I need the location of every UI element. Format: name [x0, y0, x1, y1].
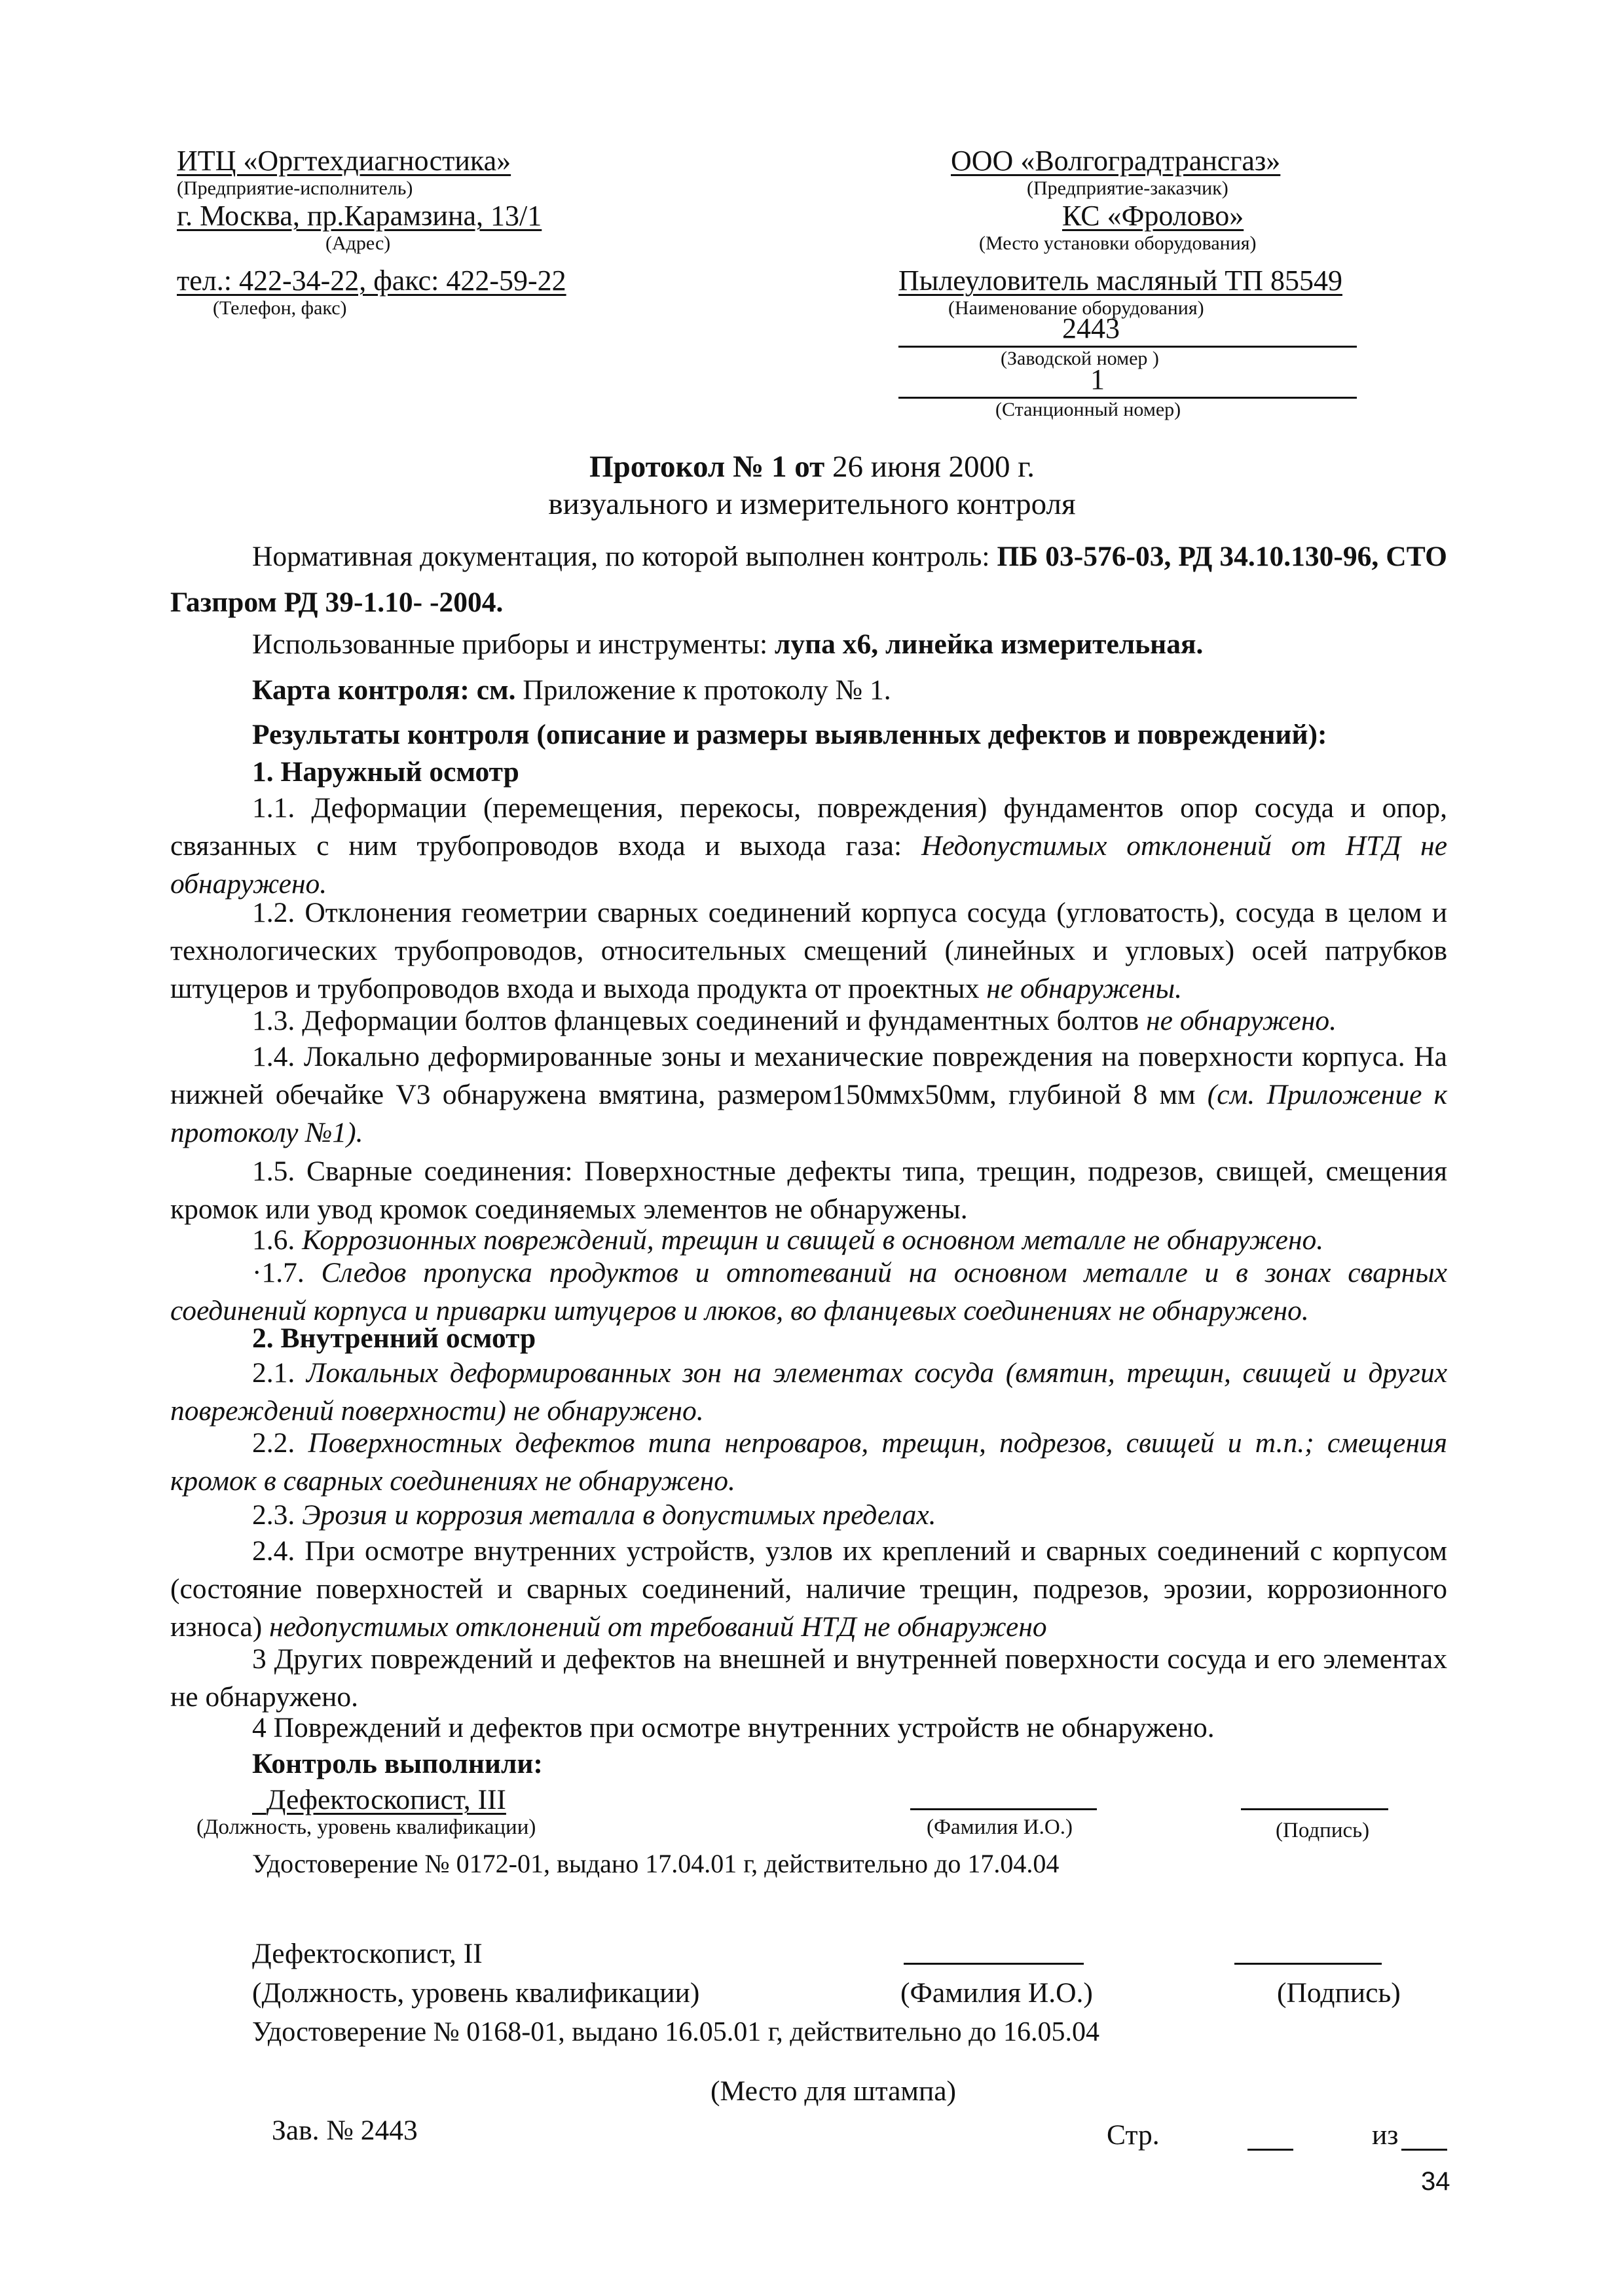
equipment-name: Пылеуловитель масляный ТП 85549 — [898, 264, 1342, 297]
para-1-5: 1.5. Сварные соединения: Поверхностные дефекты типа, трещин, подрезов, свищей, смещения кромок или увод кромок соединяемых элементов не обнаружены. — [170, 1156, 1447, 1225]
address-caption: (Адрес) — [325, 232, 391, 254]
results-heading: Результаты контроля (описание и размеры выявленных дефектов и повреждений): — [252, 719, 1327, 750]
para-2-4-finding: недопустимых отклонений от требований НТД не обнаружено — [269, 1611, 1047, 1643]
serial-number: 2443 — [1062, 312, 1120, 344]
contractor-caption: (Предприятие-исполнитель) — [177, 177, 413, 199]
tools-value: лупа х6, линейка измерительная. — [774, 629, 1204, 660]
contractor-phone: тел.: 422-34-22, факс: 422-59-22 — [177, 264, 566, 297]
para-2-3-number: 2.3. — [252, 1499, 303, 1531]
signatures-heading: Контроль выполнили: — [252, 1748, 543, 1779]
para-1-4 — [170, 1038, 1447, 1152]
signer2-name-line — [904, 1963, 1084, 1965]
contractor-name: ИТЦ «Оргтехдиагностика» — [177, 145, 511, 177]
norm-docs — [170, 534, 1447, 625]
site-caption: (Место установки оборудования) — [979, 232, 1257, 254]
tools-used — [170, 625, 1447, 663]
protocol-title — [0, 448, 1624, 485]
para-1-6-finding: Коррозионных повреждений, трещин и свищей в основном металле не обнаружено. — [302, 1224, 1324, 1256]
para-1-3-finding: не обнаружено. — [1146, 1005, 1337, 1036]
customer-caption: (Предприятие-заказчик) — [1027, 177, 1228, 199]
signer2-position-caption: (Должность, уровень квалификации) — [252, 1977, 700, 2009]
signer1-name-line — [910, 1808, 1097, 1810]
norm-docs-value: ПБ 03-576-03, РД 34.10.130-96, СТО Газпром РД 39-1.10- -2004. — [170, 541, 1447, 618]
phone-caption: (Телефон, факс) — [213, 297, 347, 319]
para-1-1-text: 1.1. Деформации (перемещения, перекосы, повреждения) фундаментов опор сосуда и опор, связанных с ним трубопроводов входа и выхода газа: — [170, 792, 1447, 862]
section2-heading: 2. Внутренний осмотр — [252, 1322, 536, 1354]
of-label: из — [1372, 2119, 1399, 2151]
signer2-position: Дефектоскопист, II — [252, 1938, 483, 1969]
page-blank — [1247, 2149, 1293, 2151]
contractor-address: г. Москва, пр.Карамзина, 13/1 — [177, 200, 542, 232]
para-2-2 — [170, 1424, 1447, 1500]
control-map-value: Приложение к протоколу № 1. — [515, 674, 891, 706]
signer1-position-text: Дефектоскопист, III — [266, 1784, 506, 1815]
station-number: 1 — [1090, 363, 1105, 395]
signer1-sign-line — [1241, 1808, 1388, 1810]
total-blank — [1401, 2149, 1447, 2151]
signer1-sign-caption: (Подпись) — [1276, 1819, 1370, 1842]
signer2-name-caption: (Фамилия И.О.) — [900, 1977, 1093, 2009]
para-2-2-number: 2.2. — [252, 1427, 308, 1459]
station-caption: (Станционный номер) — [995, 399, 1181, 420]
para-1-3-text: 1.3. Деформации болтов фланцевых соединений и фундаментных болтов — [252, 1005, 1147, 1036]
control-map — [170, 671, 1447, 709]
para-2-3 — [170, 1496, 1447, 1534]
para-1-1 — [170, 789, 1447, 903]
para-2-3-finding: Эрозия и коррозия металла в допустимых пределах. — [302, 1499, 936, 1531]
para-1-7-number: ·1.7. — [252, 1257, 322, 1288]
para-1-7 — [170, 1254, 1447, 1330]
serial-caption: (Заводской номер ) — [1001, 348, 1159, 369]
para-2-4 — [170, 1532, 1447, 1646]
page-label: Стр. — [1107, 2119, 1160, 2151]
para-1-2 — [170, 894, 1447, 1008]
para-2-2-finding: Поверхностных дефектов типа непроваров, трещин, подрезов, свищей и т.п.; смещения кромок в сварных соединениях не обнаружено. — [170, 1427, 1448, 1497]
install-site: КС «Фролово» — [1062, 200, 1244, 232]
signer1-certificate: Удостоверение № 0172-01, выдано 17.04.01 г, действительно до 17.04.04 — [252, 1849, 1060, 1878]
signer2-sign-line — [1234, 1963, 1382, 1965]
para-1-3 — [170, 1002, 1447, 1040]
protocol-title-date: 26 июня 2000 г. — [824, 450, 1035, 484]
para-2-1-number: 2.1. — [252, 1357, 306, 1389]
para-3: 3 Других повреждений и дефектов на внешней и внутренней поверхности сосуда и его элементах не обнаружено. — [170, 1643, 1447, 1713]
para-1-7-finding: Следов пропуска продуктов и отпотеваний на основном металле и в зонах сварных соединений корпуса и приварки штуцеров и люков, во фланцевых соединениях не обнаружено. — [170, 1257, 1447, 1326]
signer2-certificate: Удостоверение № 0168-01, выдано 16.05.01 г, действительно до 16.05.04 — [252, 2017, 1100, 2047]
para-2-1-finding: Локальных деформированных зон на элементах сосуда (вмятин, трещин, свищей и других повреждений поверхности) не обнаружено. — [170, 1357, 1448, 1427]
para-1-2-text: 1.2. Отклонения геометрии сварных соединений корпуса сосуда (угловатость), сосуда в целом и технологических трубопроводов, относительных смещений (линейных и угловых) осей патрубков штуцеров и трубопроводов входа и выхода продукта от проектных — [170, 897, 1447, 1004]
protocol-title-bold: Протокол № 1 от — [589, 450, 825, 484]
para-2-4-text: 2.4. При осмотре внутренних устройств, узлов их креплений и сварных соединений с корпусом (состояние поверхностей и сварных соединений, наличие трещин, подрезов, эрозии, коррозионного износа) — [170, 1535, 1447, 1643]
control-map-label: Карта контроля: см. — [252, 674, 516, 706]
para-4: 4 Повреждений и дефектов при осмотре внутренних устройств не обнаружено. — [252, 1712, 1215, 1743]
signer1-position — [252, 1781, 506, 1819]
tools-label: Использованные приборы и инструменты: — [252, 629, 775, 660]
protocol-subtitle: визуального и измерительного контроля — [548, 487, 1076, 521]
section1-heading: 1. Наружный осмотр — [252, 756, 519, 788]
serial-footer: Зав. № 2443 — [272, 2115, 418, 2146]
para-2-1 — [170, 1354, 1447, 1430]
customer-name: ООО «Волгоградтрансгаз» — [951, 145, 1281, 177]
signer1-name-caption: (Фамилия И.О.) — [927, 1815, 1073, 1839]
para-1-6-number: 1.6. — [252, 1224, 303, 1256]
para-1-4-text: 1.4. Локально деформированные зоны и механические повреждения на поверхности корпуса. На нижней обечайке V3 обнаружена вмятина, размером150ммх50мм, глубиной 8 мм — [170, 1041, 1447, 1110]
equipment-caption: (Наименование оборудования) — [948, 297, 1204, 319]
para-1-4-finding: (см. Приложение к протоколу №1). — [170, 1079, 1447, 1148]
para-1-2-finding: не обнаружены. — [986, 973, 1182, 1004]
para-1-1-finding: Недопустимых отклонений от НТД не обнаружено. — [170, 830, 1447, 900]
signer2-sign-caption: (Подпись) — [1277, 1977, 1401, 2009]
stamp-place: (Место для штампа) — [710, 2075, 957, 2107]
signer1-position-caption: (Должность, уровень квалификации) — [196, 1815, 536, 1839]
page-number: 34 — [1421, 2167, 1450, 2196]
norm-docs-label: Нормативная документация, по которой выполнен контроль: — [252, 541, 997, 572]
